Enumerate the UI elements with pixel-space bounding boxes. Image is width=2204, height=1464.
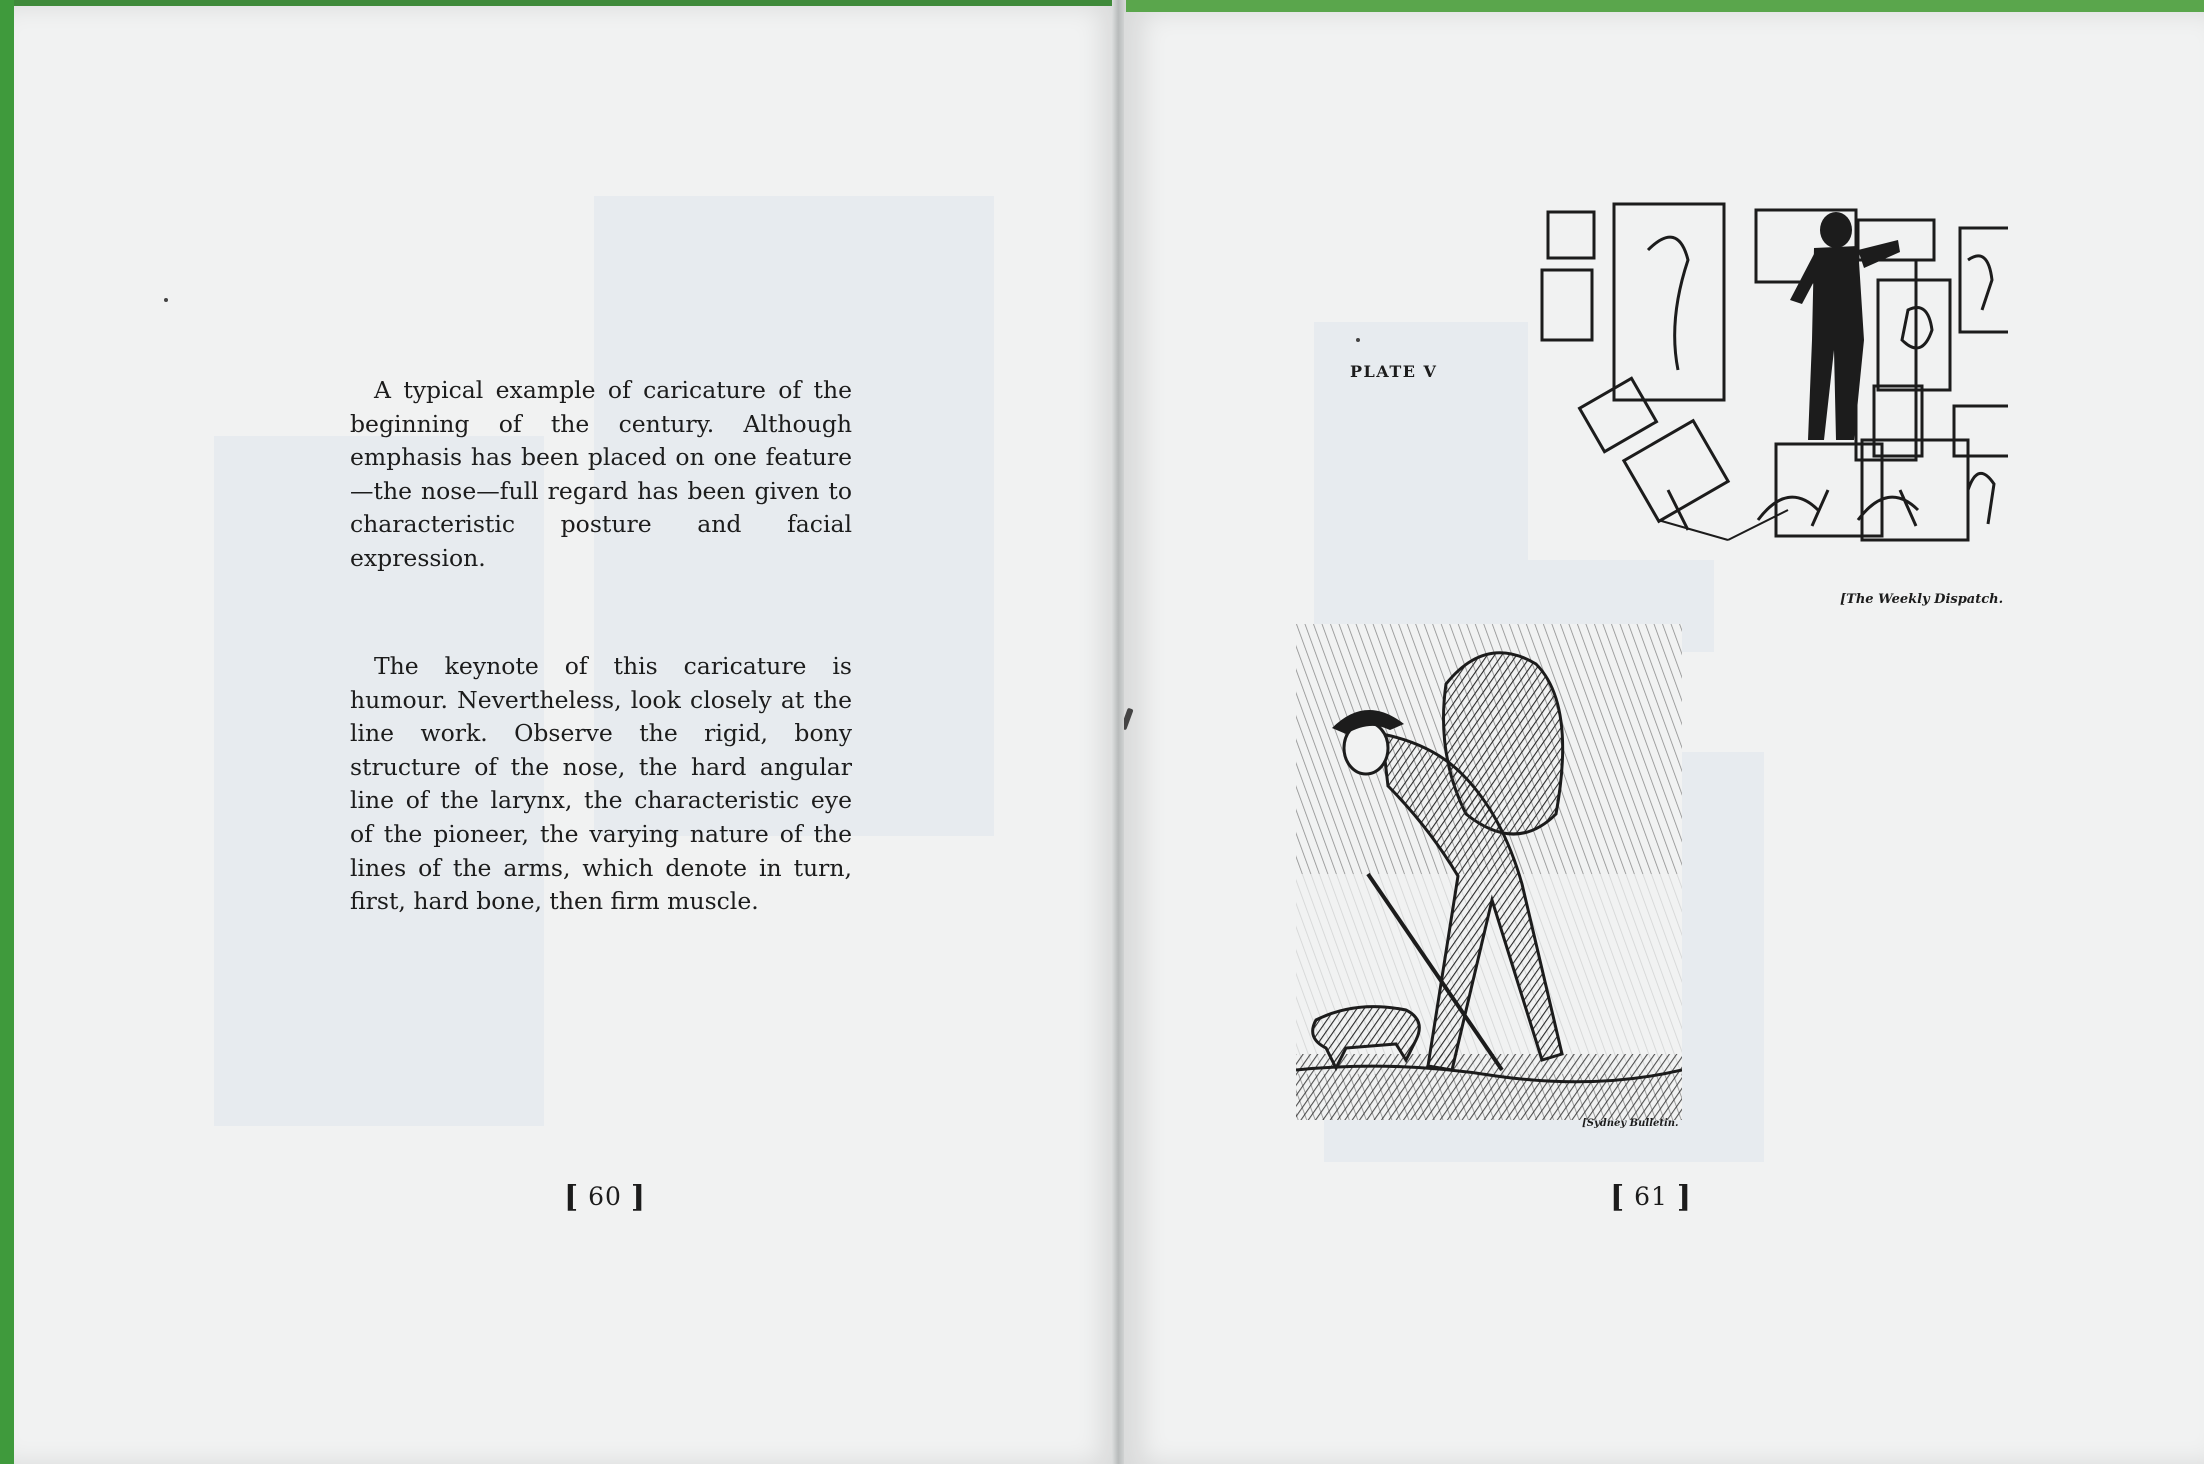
page-number-61 xyxy=(1610,1180,1692,1215)
right-page xyxy=(1124,12,2204,1464)
book-cover-top-edge xyxy=(1120,0,2204,12)
page-number-60 xyxy=(564,1180,646,1215)
left-page xyxy=(14,6,1120,1464)
paper-mark xyxy=(1124,708,1134,731)
illustration-gallery-cartoon xyxy=(1528,190,2008,560)
folio-number: 61 xyxy=(1634,1182,1668,1211)
paper-speck xyxy=(164,298,168,302)
folio-number: 60 xyxy=(588,1182,622,1211)
caption-paragraph-1: A typical example of caricature of the beginning of the century. Although emphasis has been placed on one feature—the nose—full regard has been given to characteristic posture and facial expression. xyxy=(350,376,852,572)
folio-bracket-open: [ xyxy=(564,1180,580,1215)
illustration-1-credit: [The Weekly Dispatch. xyxy=(1840,592,2004,607)
illustration-pioneer-cartoon xyxy=(1296,624,1682,1120)
gallery-cartoon-drawing xyxy=(1528,190,2008,560)
folio-bracket-open: [ xyxy=(1610,1180,1626,1215)
paper-speck xyxy=(1356,338,1360,342)
folio-bracket-close: ] xyxy=(1676,1180,1693,1215)
pioneer-cartoon-drawing xyxy=(1296,624,1682,1120)
plate-label: PLATE V xyxy=(1350,362,1438,381)
illustration-2-credit: [Sydney Bulletin. xyxy=(1582,1118,1679,1129)
folio-bracket-close: ] xyxy=(630,1180,647,1215)
caption-paragraph-2: The keynote of this caricature is humour. Nevertheless, look closely at the line work. Observe the rigid, bony structure of the nose, the hard angular line of the larynx, the characteristic eye of the pioneer, the varying nature of the lines of the arms, which denote in turn, first, hard bone, then firm muscle. xyxy=(350,652,852,916)
book-cover-edge xyxy=(0,0,14,1464)
